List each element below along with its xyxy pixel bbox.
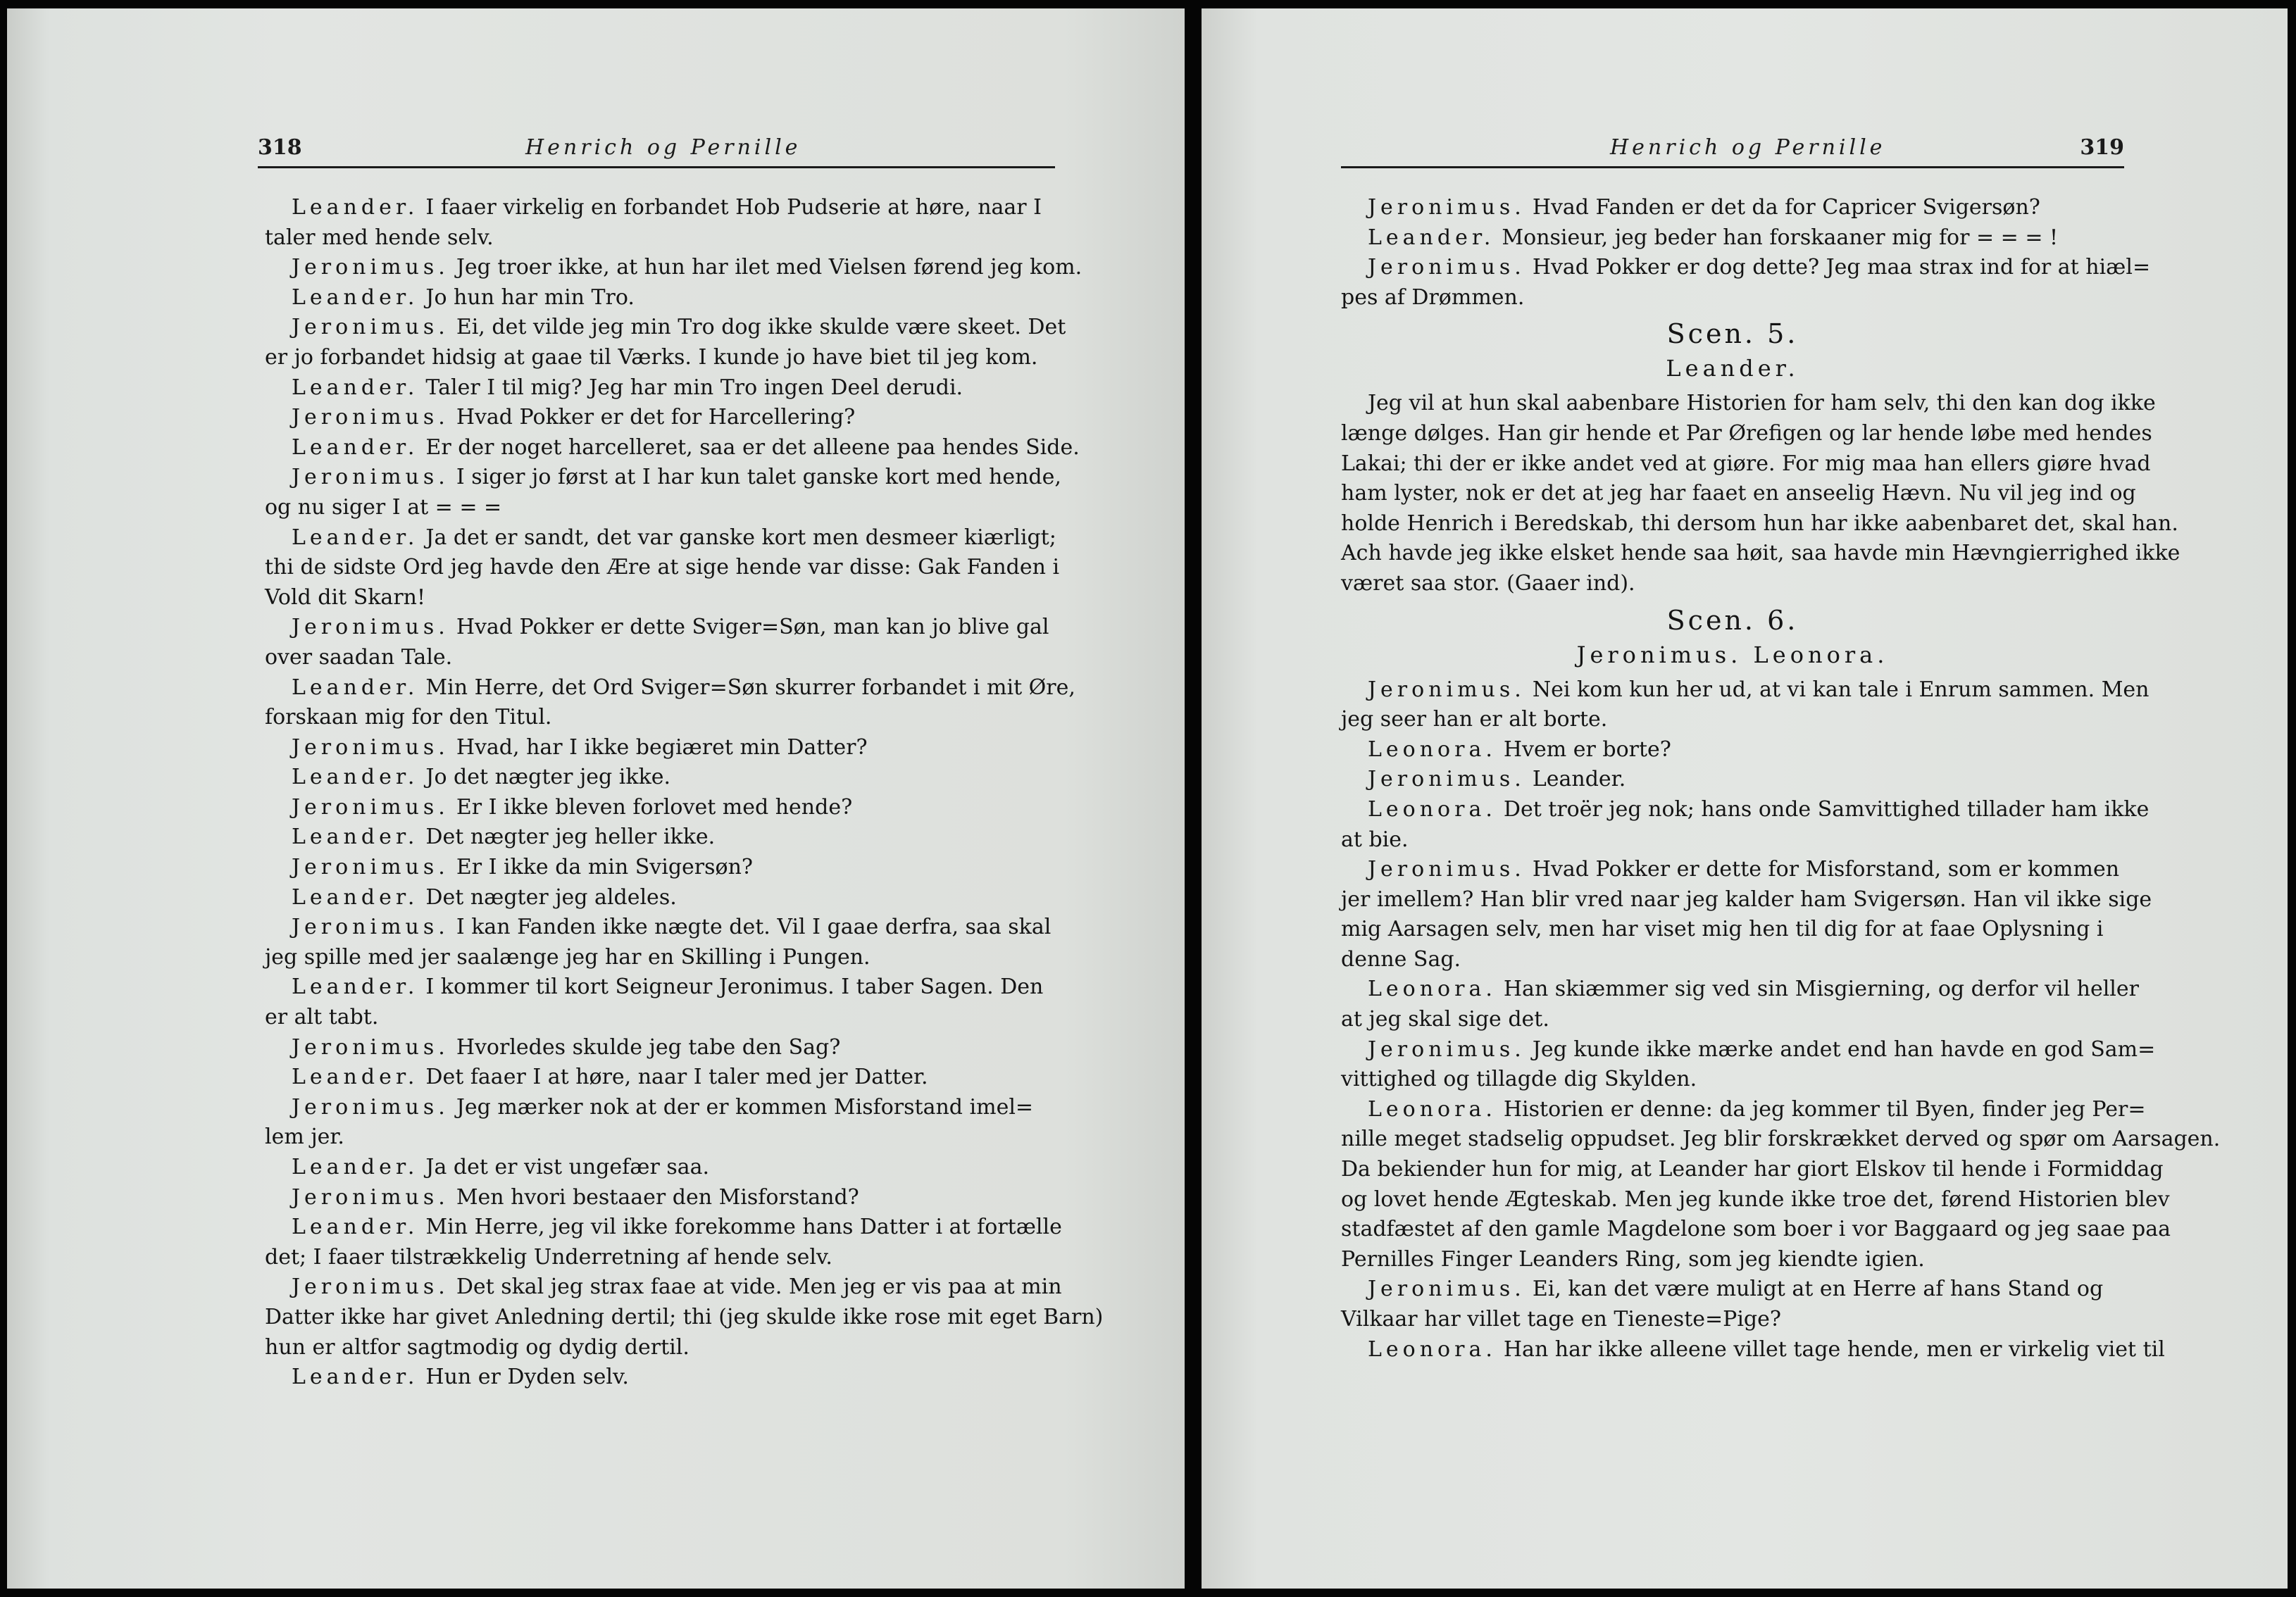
text-line — [1341, 1095, 2146, 1125]
speaker-name: Jeronimus. — [1368, 1277, 1526, 1302]
line-text: jer imellem? Han blir vred naar jeg kalder ham Svigersøn. Han vil ikke sige — [1341, 887, 2152, 912]
line-text: Hvad, har I ikke begiæret min Datter? — [456, 734, 868, 760]
line-text: Taler I til mig? Jeg har min Tro ingen Deel derudi. — [425, 375, 963, 400]
text-line — [1341, 419, 2152, 449]
text-line — [265, 1243, 1055, 1273]
text-line — [265, 463, 1061, 493]
text-line — [1341, 449, 2151, 480]
text-line — [265, 1153, 1055, 1183]
line-text: vittighed og tillagde dig Skylden. — [1341, 1067, 1697, 1092]
scene-cast: Leander. — [1666, 355, 1799, 382]
speaker-name: Leonora. — [1368, 1336, 1497, 1362]
line-text: Hvad Pokker er det for Harcellering? — [456, 405, 856, 430]
text-line — [265, 1122, 1055, 1153]
speaker-name: Jeronimus. — [1368, 255, 1526, 280]
line-text: Hvem er borte? — [1503, 737, 1671, 762]
text-line — [265, 793, 1055, 823]
line-text: Datter ikke har givet Anledning dertil; thi (jeg skulde ikke rose mit eget Barn) — [265, 1304, 1104, 1329]
line-text: Ei, det vilde jeg min Tro dog ikke skulde være skeet. Det — [456, 315, 1066, 340]
line-text: at bie. — [1341, 827, 1409, 852]
text-line — [1341, 825, 2124, 856]
line-text: Det skal jeg strax faae at vide. Men jeg er vis paa at min — [456, 1275, 1062, 1300]
text-line — [265, 1333, 1055, 1363]
line-text: er alt tabt. — [265, 1005, 379, 1030]
line-text: Hvad Pokker er dette for Misforstand, som er kommen — [1532, 857, 2120, 882]
line-text: Jeg mærker nok at der er kommen Misforstand imel= — [456, 1094, 1034, 1120]
scene-cast: Jeronimus. Leonora. — [1576, 641, 1889, 668]
line-text: Da bekiender hun for mig, at Leander har giort Elskov til hende i Formiddag — [1341, 1157, 2164, 1182]
line-text: Han har ikke alleene villet tage hende, men er virkelig viet til — [1503, 1336, 2165, 1362]
line-text: Nei kom kun her ud, at vi kan tale i Enrum sammen. Men — [1532, 677, 2150, 702]
right-page-header — [1341, 130, 2124, 168]
text-line — [265, 673, 1075, 703]
text-line — [1341, 389, 2156, 419]
dialogue-block-top — [1341, 193, 2151, 313]
text-line — [265, 253, 1083, 283]
text-line — [265, 313, 1066, 343]
text-line — [265, 1363, 1055, 1393]
text-line — [1341, 223, 2124, 253]
line-text: Vilkaar har villet tage en Tieneste=Pige? — [1341, 1307, 1781, 1332]
line-text: Er I ikke da min Svigersøn? — [456, 855, 753, 880]
text-line — [265, 223, 1055, 253]
speaker-name: Jeronimus. — [292, 794, 449, 820]
line-text: Jeg vil at hun skal aabenbare Historien for ham selv, thi den kan dog ikke — [1368, 391, 2156, 416]
line-text: Men hvori bestaaer den Misforstand? — [456, 1184, 859, 1210]
text-line — [1341, 1215, 2171, 1245]
text-line — [1341, 539, 2180, 569]
text-line — [265, 283, 1055, 313]
text-line — [265, 193, 1055, 223]
speaker-name: Leonora. — [1368, 796, 1497, 822]
speaker-name: Leander. — [292, 1365, 419, 1390]
line-text: Ach havde jeg ikke elsket hende saa høit, saa havde min Hævngierrighed ikke — [1341, 541, 2180, 566]
line-text: nille meget stadselig oppudset. Jeg blir forskrækket derved og spør om Aarsagen. — [1341, 1127, 2221, 1152]
speaker-name: Jeronimus. — [292, 1034, 449, 1060]
line-text: er jo forbandet hidsig at gaae til Værks. I kunde jo have biet til jeg kom. — [265, 344, 1038, 370]
line-text: I kommer til kort Seigneur Jeronimus. I taber Sagen. Den — [425, 975, 1044, 1000]
line-text: I faaer virkelig en forbandet Hob Pudserie at høre, naar I — [425, 195, 1042, 220]
speaker-name: Jeronimus. — [292, 1275, 449, 1300]
text-line — [265, 763, 1055, 793]
speaker-name: Jeronimus. — [1368, 1037, 1526, 1062]
line-text: taler med hende selv. — [265, 225, 494, 250]
speaker-name: Jeronimus. — [1368, 857, 1526, 882]
line-text: længe dølges. Han gir hende et Par Ørefigen og lar hende løbe med hendes — [1341, 420, 2152, 446]
line-text: Jo det nægter jeg ikke. — [425, 765, 671, 790]
scene-heading: Scen. 5. — [1666, 318, 1799, 350]
running-title-left: Henrich og Pernille — [525, 135, 801, 160]
speaker-name: Leander. — [292, 284, 419, 310]
speaker-name: Leander. — [292, 195, 419, 220]
speaker-name: Leonora. — [1368, 737, 1497, 762]
line-text: Lakai; thi der er ikke andet ved at giøre. For mig maa han ellers giøre hvad — [1341, 451, 2151, 476]
text-line — [265, 1183, 1055, 1213]
line-text: Hvad Pokker er dog dette? Jeg maa strax ind for at hiæl= — [1532, 255, 2151, 280]
text-line — [265, 1063, 1055, 1093]
text-line — [265, 1272, 1062, 1303]
line-text: været saa stor. (Gaaer ind). — [1341, 570, 1635, 596]
text-line — [265, 733, 1055, 763]
line-text: jeg spille med jer saalænge jeg har en Skilling i Pungen. — [265, 944, 871, 970]
text-line — [1341, 1155, 2164, 1185]
line-text: Ei, kan det være muligt at en Herre af hans Stand og — [1532, 1277, 2104, 1302]
line-text: denne Sag. — [1341, 946, 1461, 972]
speaker-name: Jeronimus. — [292, 734, 449, 760]
text-line — [1341, 765, 2124, 795]
speaker-name: Jeronimus. — [292, 1094, 449, 1120]
running-title-right: Henrich og Pernille — [1610, 135, 1886, 160]
line-text: stadfæstet af den gamle Magdelone som boer i vor Baggaard og jeg saae paa — [1341, 1217, 2171, 1242]
text-line — [1341, 283, 2124, 313]
speaker-name: Jeronimus. — [1368, 677, 1526, 702]
text-line — [1341, 1035, 2156, 1065]
line-text: Han skiæmmer sig ved sin Misgierning, og derfor vil heller — [1503, 977, 2139, 1002]
speaker-name: Jeronimus. — [292, 255, 449, 280]
line-text: Det nægter jeg heller ikke. — [425, 825, 716, 850]
line-text: at jeg skal sige det. — [1341, 1007, 1549, 1032]
text-line — [265, 643, 1055, 673]
line-text: over saadan Tale. — [265, 644, 453, 670]
dialogue-block-scene5 — [1341, 389, 2180, 599]
page-number-left: 318 — [258, 135, 302, 160]
line-text: lem jer. — [265, 1125, 344, 1150]
text-line — [1341, 193, 2124, 223]
text-line — [1341, 945, 2124, 975]
line-text: det; I faaer tilstrækkelig Underretning af hende selv. — [265, 1244, 832, 1270]
text-line — [1341, 1335, 2165, 1365]
speaker-name: Jeronimus. — [292, 1184, 449, 1210]
text-line — [265, 1033, 1055, 1063]
line-text: Hvad Fanden er det da for Capricer Svigersøn? — [1532, 195, 2040, 220]
line-text: Vold dit Skarn! — [265, 584, 426, 610]
text-line — [1341, 253, 2151, 283]
line-text: I kan Fanden ikke nægte det. Vil I gaae derfra, saa skal — [456, 915, 1052, 940]
line-text: I siger jo først at I har kun talet ganske kort med hende, — [456, 465, 1061, 490]
left-page-text — [265, 193, 1104, 1393]
speaker-name: Jeronimus. — [292, 465, 449, 490]
text-line — [265, 703, 1055, 733]
line-text: holde Henrich i Beredskab, thi dersom hun har ikke aabenbaret det, skal han. — [1341, 511, 2178, 536]
text-line — [265, 853, 1055, 883]
speaker-name: Leonora. — [1368, 1096, 1497, 1122]
dialogue-block-scene6 — [1341, 675, 2221, 1365]
line-text: og nu siger I at = = = — [265, 494, 502, 520]
speaker-name: Leander. — [1368, 225, 1495, 250]
line-text: Hvad Pokker er dette Sviger=Søn, man kan jo blive gal — [456, 615, 1049, 640]
speaker-name: Leander. — [292, 1215, 419, 1240]
text-line — [1341, 479, 2136, 509]
text-line — [265, 583, 1055, 613]
speaker-name: Jeronimus. — [292, 405, 449, 430]
text-line — [265, 613, 1055, 643]
text-line — [265, 1213, 1062, 1243]
line-text: Jo hun har min Tro. — [425, 284, 635, 310]
text-line — [1341, 915, 2124, 945]
text-line — [1341, 569, 2124, 599]
text-line — [265, 373, 1055, 403]
text-line — [1341, 705, 2124, 735]
text-line — [1341, 885, 2152, 915]
speaker-name: Jeronimus. — [1368, 195, 1526, 220]
page-number-right: 319 — [2080, 135, 2124, 160]
speaker-name: Leander. — [292, 765, 419, 790]
line-text: Det faaer I at høre, naar I taler med jer Datter. — [425, 1065, 928, 1090]
line-text: Jeg kunde ikke mærke andet end han havde en god Sam= — [1532, 1037, 2156, 1062]
text-line — [1341, 1275, 2124, 1305]
left-book-page — [7, 8, 1185, 1589]
text-line — [265, 1303, 1104, 1333]
text-line — [265, 403, 1055, 433]
speaker-name: Leander. — [292, 525, 419, 550]
speaker-name: Leander. — [292, 1155, 419, 1179]
scene-heading: Scen. 6. — [1666, 604, 1799, 636]
text-line — [1341, 1065, 2124, 1095]
text-line — [265, 883, 1055, 913]
line-text: Ja det er vist ungefær saa. — [425, 1155, 710, 1179]
text-line — [265, 972, 1055, 1003]
line-text: Min Herre, det Ord Sviger=Søn skurrer forbandet i mit Øre, — [425, 675, 1075, 700]
line-text: Ja det er sandt, det var ganske kort men desmeer kiærligt; — [425, 525, 1056, 550]
speaker-name: Leander. — [292, 1065, 419, 1090]
text-line — [265, 553, 1060, 583]
speaker-name: Leander. — [292, 675, 419, 700]
right-page-text — [1341, 193, 2221, 1365]
line-text: pes af Drømmen. — [1341, 284, 1525, 310]
text-line — [265, 943, 1055, 973]
speaker-name: Leander. — [292, 825, 419, 850]
left-page-header — [258, 130, 1055, 168]
line-text: Jeg troer ikke, at hun har ilet med Vielsen førend jeg kom. — [456, 255, 1083, 280]
right-book-page — [1202, 8, 2288, 1589]
line-text: Historien er denne: da jeg kommer til Byen, finder jeg Per= — [1503, 1096, 2146, 1122]
text-line — [265, 822, 1055, 853]
line-text: forskaan mig for den Titul. — [265, 705, 552, 730]
line-text: Leander. — [1532, 767, 1626, 792]
line-text: jeg seer han er alt borte. — [1341, 707, 1608, 732]
line-text: ham lyster, nok er det at jeg har faaet en anseelig Hævn. Nu vil jeg ind og — [1341, 481, 2136, 506]
text-line — [1341, 735, 2124, 765]
text-line — [265, 493, 1055, 523]
line-text: Min Herre, jeg vil ikke forekomme hans Datter i at fortælle — [425, 1215, 1062, 1240]
text-line — [1341, 1185, 2170, 1215]
line-text: Hun er Dyden selv. — [425, 1365, 629, 1390]
text-line — [1341, 1005, 2124, 1035]
line-text: Monsieur, jeg beder han forskaaner mig for = = = ! — [1502, 225, 2059, 250]
text-line — [265, 523, 1055, 553]
line-text: mig Aarsagen selv, men har viset mig hen til dig for at faae Oplysning i — [1341, 917, 2104, 942]
speaker-name: Leander. — [292, 975, 419, 1000]
speaker-name: Leander. — [292, 434, 419, 460]
text-line — [1341, 1305, 2124, 1335]
line-text: Hvorledes skulde jeg tabe den Sag? — [456, 1034, 841, 1060]
text-line — [265, 1003, 1055, 1033]
text-line — [265, 433, 1080, 463]
speaker-name: Jeronimus. — [292, 315, 449, 340]
text-line — [1341, 1245, 2124, 1275]
speaker-name: Leander. — [292, 375, 419, 400]
speaker-name: Jeronimus. — [292, 615, 449, 640]
text-line — [1341, 509, 2178, 539]
line-text: og lovet hende Ægteskab. Men jeg kunde ikke troe det, førend Historien blev — [1341, 1186, 2170, 1212]
line-text: hun er altfor sagtmodig og dydig dertil. — [265, 1334, 690, 1360]
line-text: Er der noget harcelleret, saa er det alleene paa hendes Side. — [425, 434, 1080, 460]
line-text: Pernilles Finger Leanders Ring, som jeg kiendte igien. — [1341, 1246, 1925, 1272]
text-line — [265, 913, 1055, 943]
speaker-name: Leonora. — [1368, 977, 1497, 1002]
line-text: Er I ikke bleven forlovet med hende? — [456, 794, 853, 820]
text-line — [265, 343, 1055, 373]
text-line — [1341, 675, 2150, 706]
line-text: Det troër jeg nok; hans onde Samvittighed tillader ham ikke — [1503, 796, 2150, 822]
text-line — [1341, 795, 2150, 825]
text-line — [1341, 1125, 2221, 1155]
text-line — [1341, 855, 2124, 885]
speaker-name: Leander. — [292, 884, 419, 910]
speaker-name: Jeronimus. — [1368, 767, 1526, 792]
speaker-name: Jeronimus. — [292, 855, 449, 880]
line-text: thi de sidste Ord jeg havde den Ære at sige hende var disse: Gak Fanden i — [265, 555, 1060, 580]
text-line — [1341, 975, 2139, 1005]
line-text: Det nægter jeg aldeles. — [425, 884, 677, 910]
text-line — [265, 1093, 1055, 1123]
speaker-name: Jeronimus. — [292, 915, 449, 940]
